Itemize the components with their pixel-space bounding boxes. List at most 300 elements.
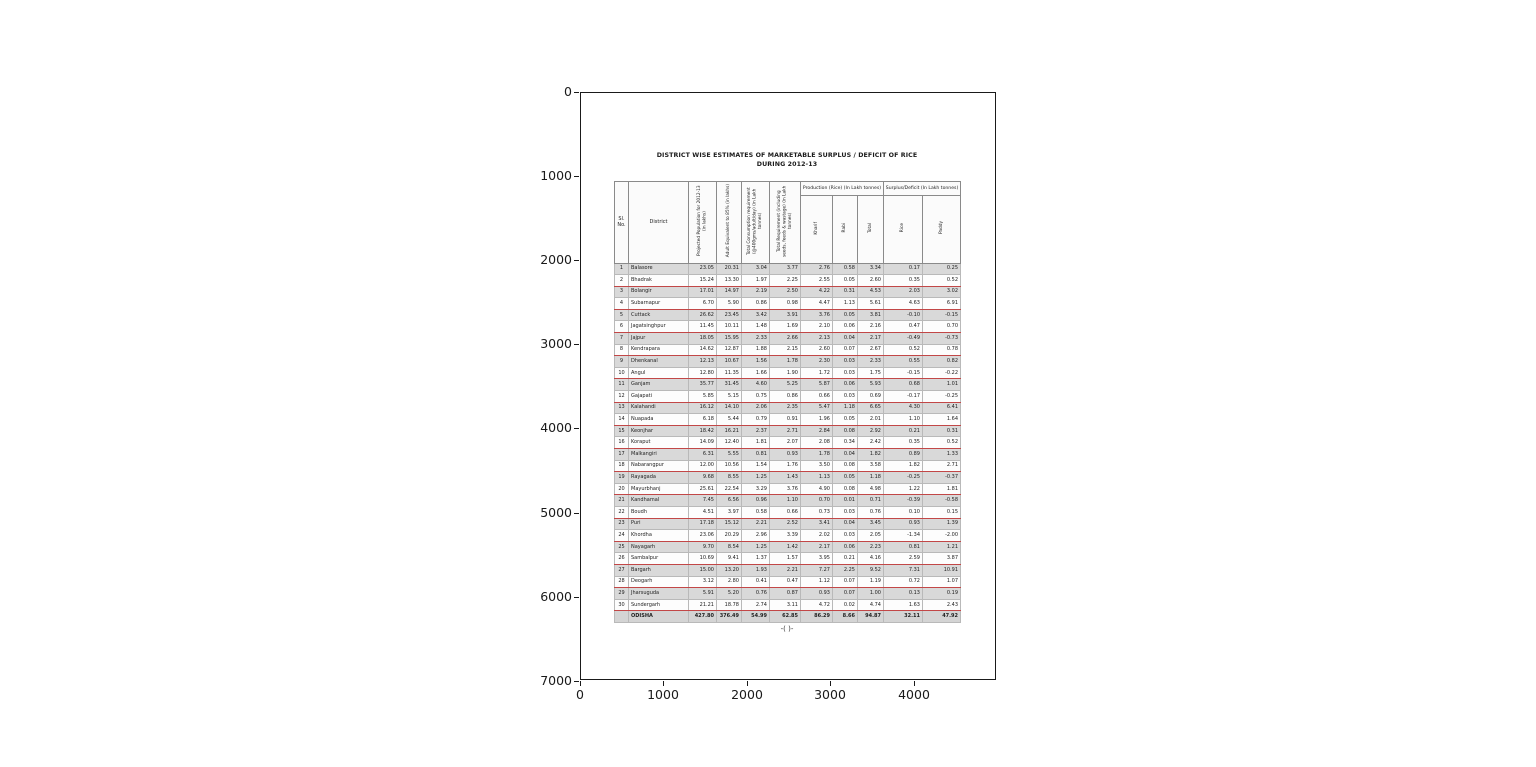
cell-surplus-rice: -0.10: [884, 309, 923, 321]
cell-consumption: 1.56: [742, 356, 770, 368]
total-cell-adult-equiv: 376.49: [717, 611, 742, 623]
table-row: [615, 356, 961, 368]
cell-district: Jagatsinghpur: [629, 321, 689, 333]
cell-kharif: 2.76: [801, 263, 833, 275]
table-row: [615, 530, 961, 542]
cell-adult-equiv: 2.80: [717, 576, 742, 588]
cell-requirement: 3.77: [770, 263, 801, 275]
cell-rabi: 0.01: [833, 495, 858, 507]
cell-rabi: 0.08: [833, 460, 858, 472]
cell-sl-no: 3: [615, 286, 629, 298]
cell-requirement: 2.66: [770, 333, 801, 345]
y-axis-tick-label: 7000: [540, 673, 572, 688]
x-axis-tick-label: 1000: [647, 687, 679, 702]
table-row: [615, 414, 961, 426]
cell-surplus-paddy: 1.81: [923, 483, 961, 495]
cell-district: Gajapati: [629, 391, 689, 403]
cell-population: 12.00: [689, 460, 717, 472]
cell-population: 15.00: [689, 564, 717, 576]
cell-total: 2.17: [858, 333, 884, 345]
cell-adult-equiv: 31.45: [717, 379, 742, 391]
cell-sl-no: 29: [615, 588, 629, 600]
cell-consumption: 3.29: [742, 483, 770, 495]
cell-total: 2.01: [858, 414, 884, 426]
cell-surplus-rice: 0.21: [884, 425, 923, 437]
cell-district: Jajpur: [629, 333, 689, 345]
cell-rabi: 0.07: [833, 588, 858, 600]
cell-requirement: 3.11: [770, 599, 801, 611]
cell-consumption: 4.60: [742, 379, 770, 391]
cell-consumption: 0.79: [742, 414, 770, 426]
cell-total: 0.69: [858, 391, 884, 403]
col-header-total-consumption: Total Consumption requirement (@400gms/adult/day) (in Lakh tonnes): [742, 182, 770, 264]
cell-district: Sundergarh: [629, 599, 689, 611]
y-axis-tick-mark: [574, 513, 579, 514]
cell-rabi: 0.05: [833, 309, 858, 321]
cell-surplus-paddy: -0.37: [923, 472, 961, 484]
cell-total: 2.05: [858, 530, 884, 542]
cell-kharif: 2.10: [801, 321, 833, 333]
cell-total: 2.33: [858, 356, 884, 368]
cell-surplus-rice: -0.17: [884, 391, 923, 403]
cell-surplus-paddy: -0.25: [923, 391, 961, 403]
cell-surplus-paddy: -2.00: [923, 530, 961, 542]
cell-requirement: 2.52: [770, 518, 801, 530]
cell-population: 23.06: [689, 530, 717, 542]
cell-sl-no: 30: [615, 599, 629, 611]
cell-adult-equiv: 20.31: [717, 263, 742, 275]
cell-consumption: 0.58: [742, 506, 770, 518]
cell-kharif: 4.90: [801, 483, 833, 495]
x-axis-tick-mark: [830, 681, 831, 686]
cell-district: Nuapada: [629, 414, 689, 426]
y-axis-tick-label: 3000: [540, 336, 572, 351]
cell-sl-no: 18: [615, 460, 629, 472]
cell-population: 6.31: [689, 449, 717, 461]
cell-requirement: 0.87: [770, 588, 801, 600]
cell-district: Koraput: [629, 437, 689, 449]
table-row: [615, 599, 961, 611]
cell-consumption: 1.97: [742, 275, 770, 287]
x-axis-tick-mark: [747, 681, 748, 686]
y-axis-tick-mark: [574, 344, 579, 345]
cell-consumption: 1.25: [742, 541, 770, 553]
cell-rabi: 0.08: [833, 483, 858, 495]
cell-adult-equiv: 5.44: [717, 414, 742, 426]
table-row: [615, 298, 961, 310]
table-row: [615, 333, 961, 345]
cell-surplus-paddy: 0.78: [923, 344, 961, 356]
cell-sl-no: 8: [615, 344, 629, 356]
cell-district: Kendrapara: [629, 344, 689, 356]
cell-requirement: 0.66: [770, 506, 801, 518]
cell-total: 4.16: [858, 553, 884, 565]
cell-population: 17.18: [689, 518, 717, 530]
cell-district: Mayurbhanj: [629, 483, 689, 495]
total-cell-consumption: 54.99: [742, 611, 770, 623]
cell-kharif: 3.95: [801, 553, 833, 565]
cell-district: Kandhamal: [629, 495, 689, 507]
cell-sl-no: 15: [615, 425, 629, 437]
cell-adult-equiv: 5.20: [717, 588, 742, 600]
total-cell-population: 427.80: [689, 611, 717, 623]
total-cell-rabi: 8.66: [833, 611, 858, 623]
cell-total: 2.60: [858, 275, 884, 287]
table-row: [615, 379, 961, 391]
cell-kharif: 1.78: [801, 449, 833, 461]
cell-requirement: 1.57: [770, 553, 801, 565]
cell-surplus-paddy: -0.22: [923, 367, 961, 379]
cell-requirement: 1.43: [770, 472, 801, 484]
cell-surplus-rice: 4.63: [884, 298, 923, 310]
cell-surplus-rice: -1.34: [884, 530, 923, 542]
cell-consumption: 2.74: [742, 599, 770, 611]
cell-population: 10.69: [689, 553, 717, 565]
cell-sl-no: 20: [615, 483, 629, 495]
cell-population: 9.70: [689, 541, 717, 553]
cell-surplus-rice: 0.13: [884, 588, 923, 600]
cell-rabi: 0.06: [833, 379, 858, 391]
cell-kharif: 7.27: [801, 564, 833, 576]
cell-sl-no: 11: [615, 379, 629, 391]
cell-sl-no: 21: [615, 495, 629, 507]
cell-rabi: 0.34: [833, 437, 858, 449]
total-cell-total: 94.87: [858, 611, 884, 623]
cell-sl-no: 6: [615, 321, 629, 333]
cell-surplus-paddy: -0.73: [923, 333, 961, 345]
cell-consumption: 1.54: [742, 460, 770, 472]
cell-surplus-rice: 7.31: [884, 564, 923, 576]
y-axis-tick-mark: [574, 260, 579, 261]
cell-surplus-paddy: -0.58: [923, 495, 961, 507]
cell-requirement: 1.42: [770, 541, 801, 553]
document-title-line1: DISTRICT WISE ESTIMATES OF MARKETABLE SURPLUS / DEFICIT OF RICE: [656, 152, 918, 159]
cell-district: Jharsuguda: [629, 588, 689, 600]
total-cell-district: ODISHA: [629, 611, 689, 623]
cell-adult-equiv: 14.10: [717, 402, 742, 414]
cell-surplus-rice: -0.25: [884, 472, 923, 484]
cell-surplus-paddy: 0.19: [923, 588, 961, 600]
cell-population: 18.05: [689, 333, 717, 345]
table-row: [615, 367, 961, 379]
cell-adult-equiv: 5.90: [717, 298, 742, 310]
x-axis-tick-label: 3000: [814, 687, 846, 702]
cell-total: 1.18: [858, 472, 884, 484]
cell-population: 5.91: [689, 588, 717, 600]
cell-rabi: 0.31: [833, 286, 858, 298]
cell-consumption: 1.66: [742, 367, 770, 379]
cell-kharif: 0.70: [801, 495, 833, 507]
cell-rabi: 0.05: [833, 472, 858, 484]
cell-sl-no: 13: [615, 402, 629, 414]
cell-surplus-paddy: 0.52: [923, 437, 961, 449]
cell-surplus-rice: 1.63: [884, 599, 923, 611]
table-row: [615, 391, 961, 403]
total-cell-sl: [615, 611, 629, 623]
cell-total: 0.71: [858, 495, 884, 507]
cell-surplus-paddy: 6.91: [923, 298, 961, 310]
cell-district: Bhadrak: [629, 275, 689, 287]
cell-population: 25.61: [689, 483, 717, 495]
cell-district: Ganjam: [629, 379, 689, 391]
y-axis-tick-label: 5000: [540, 505, 572, 520]
cell-total: 2.23: [858, 541, 884, 553]
cell-rabi: 0.03: [833, 367, 858, 379]
cell-adult-equiv: 15.12: [717, 518, 742, 530]
cell-requirement: 1.78: [770, 356, 801, 368]
cell-surplus-paddy: 3.02: [923, 286, 961, 298]
cell-district: Puri: [629, 518, 689, 530]
col-header-paddy: Paddy: [923, 196, 961, 264]
cell-rabi: 0.04: [833, 518, 858, 530]
total-cell-kharif: 86.29: [801, 611, 833, 623]
y-axis-tick-label: 0: [564, 84, 572, 99]
cell-rabi: 0.04: [833, 333, 858, 345]
table-row: [615, 588, 961, 600]
cell-sl-no: 10: [615, 367, 629, 379]
total-cell-surplus-paddy: 47.92: [923, 611, 961, 623]
cell-kharif: 0.66: [801, 391, 833, 403]
y-axis-tick-mark: [574, 428, 579, 429]
x-axis-tick-mark: [580, 681, 581, 686]
x-axis-tick-mark: [914, 681, 915, 686]
cell-total: 2.16: [858, 321, 884, 333]
cell-adult-equiv: 11.35: [717, 367, 742, 379]
cell-consumption: 2.19: [742, 286, 770, 298]
col-header-rabi: Rabi: [833, 196, 858, 264]
cell-surplus-paddy: 0.15: [923, 506, 961, 518]
cell-sl-no: 2: [615, 275, 629, 287]
cell-adult-equiv: 22.54: [717, 483, 742, 495]
cell-requirement: 1.69: [770, 321, 801, 333]
x-axis-tick-label: 4000: [898, 687, 930, 702]
cell-total: 3.45: [858, 518, 884, 530]
cell-rabi: 0.04: [833, 449, 858, 461]
cell-surplus-paddy: 1.39: [923, 518, 961, 530]
cell-kharif: 1.96: [801, 414, 833, 426]
cell-kharif: 3.41: [801, 518, 833, 530]
table-row: [615, 518, 961, 530]
cell-surplus-rice: 0.55: [884, 356, 923, 368]
cell-sl-no: 23: [615, 518, 629, 530]
cell-rabi: 0.02: [833, 599, 858, 611]
rice-surplus-table: [614, 181, 961, 623]
cell-sl-no: 4: [615, 298, 629, 310]
cell-requirement: 5.25: [770, 379, 801, 391]
cell-total: 3.81: [858, 309, 884, 321]
cell-consumption: 0.41: [742, 576, 770, 588]
table-row: [615, 275, 961, 287]
cell-adult-equiv: 3.97: [717, 506, 742, 518]
cell-adult-equiv: 10.67: [717, 356, 742, 368]
col-header-adult-equivalent: Adult Equivalent to 85% (in lakhs): [717, 182, 742, 264]
cell-surplus-paddy: 0.52: [923, 275, 961, 287]
cell-rabi: 0.21: [833, 553, 858, 565]
cell-kharif: 1.12: [801, 576, 833, 588]
cell-consumption: 0.96: [742, 495, 770, 507]
cell-district: Deogarh: [629, 576, 689, 588]
cell-adult-equiv: 10.56: [717, 460, 742, 472]
cell-kharif: 3.50: [801, 460, 833, 472]
table-row: [615, 437, 961, 449]
table-row: [615, 506, 961, 518]
cell-surplus-paddy: 6.41: [923, 402, 961, 414]
cell-kharif: 1.13: [801, 472, 833, 484]
cell-surplus-paddy: 0.31: [923, 425, 961, 437]
total-row: [615, 611, 961, 623]
cell-adult-equiv: 20.29: [717, 530, 742, 542]
cell-consumption: 2.33: [742, 333, 770, 345]
y-axis-tick-label: 6000: [540, 589, 572, 604]
cell-surplus-rice: 0.93: [884, 518, 923, 530]
cell-rabi: 1.18: [833, 402, 858, 414]
cell-sl-no: 28: [615, 576, 629, 588]
table-row: [615, 576, 961, 588]
cell-consumption: 2.96: [742, 530, 770, 542]
cell-sl-no: 16: [615, 437, 629, 449]
cell-sl-no: 24: [615, 530, 629, 542]
cell-surplus-rice: -0.39: [884, 495, 923, 507]
cell-requirement: 0.93: [770, 449, 801, 461]
table-row: [615, 541, 961, 553]
cell-total: 4.53: [858, 286, 884, 298]
table-row: [615, 263, 961, 275]
cell-consumption: 1.25: [742, 472, 770, 484]
cell-total: 1.00: [858, 588, 884, 600]
cell-surplus-paddy: 0.70: [923, 321, 961, 333]
cell-kharif: 0.93: [801, 588, 833, 600]
cell-population: 9.68: [689, 472, 717, 484]
cell-requirement: 2.71: [770, 425, 801, 437]
cell-surplus-rice: 0.72: [884, 576, 923, 588]
cell-consumption: 1.93: [742, 564, 770, 576]
cell-surplus-rice: -0.49: [884, 333, 923, 345]
cell-consumption: 0.86: [742, 298, 770, 310]
cell-surplus-rice: 0.52: [884, 344, 923, 356]
cell-population: 6.70: [689, 298, 717, 310]
cell-sl-no: 19: [615, 472, 629, 484]
cell-district: Khordha: [629, 530, 689, 542]
cell-requirement: 3.76: [770, 483, 801, 495]
cell-consumption: 2.06: [742, 402, 770, 414]
table-header: [615, 182, 961, 264]
table-row: [615, 472, 961, 484]
cell-rabi: 0.03: [833, 506, 858, 518]
cell-rabi: 2.25: [833, 564, 858, 576]
cell-requirement: 3.39: [770, 530, 801, 542]
cell-adult-equiv: 6.56: [717, 495, 742, 507]
cell-requirement: 1.10: [770, 495, 801, 507]
col-header-rice: Rice: [884, 196, 923, 264]
y-axis-tick-label: 2000: [540, 252, 572, 267]
cell-surplus-rice: 0.35: [884, 275, 923, 287]
table-row: [615, 449, 961, 461]
cell-kharif: 0.73: [801, 506, 833, 518]
col-header-sl-no: Sl. No.: [615, 182, 629, 264]
cell-surplus-rice: 1.82: [884, 460, 923, 472]
cell-district: Kalahandi: [629, 402, 689, 414]
cell-rabi: 0.03: [833, 391, 858, 403]
cell-kharif: 3.76: [801, 309, 833, 321]
cell-rabi: 0.05: [833, 414, 858, 426]
cell-consumption: 2.21: [742, 518, 770, 530]
cell-requirement: 3.91: [770, 309, 801, 321]
cell-total: 2.42: [858, 437, 884, 449]
cell-sl-no: 17: [615, 449, 629, 461]
cell-total: 4.98: [858, 483, 884, 495]
table-row: [615, 402, 961, 414]
cell-requirement: 2.21: [770, 564, 801, 576]
cell-population: 12.80: [689, 367, 717, 379]
cell-kharif: 5.47: [801, 402, 833, 414]
cell-rabi: 0.06: [833, 541, 858, 553]
cell-surplus-paddy: 1.33: [923, 449, 961, 461]
table-row: [615, 483, 961, 495]
col-header-kharif: Kharif: [801, 196, 833, 264]
cell-requirement: 1.90: [770, 367, 801, 379]
cell-sl-no: 9: [615, 356, 629, 368]
cell-population: 16.12: [689, 402, 717, 414]
table-row: [615, 286, 961, 298]
x-axis-tick-mark: [663, 681, 664, 686]
cell-adult-equiv: 9.41: [717, 553, 742, 565]
cell-kharif: 2.02: [801, 530, 833, 542]
cell-adult-equiv: 5.55: [717, 449, 742, 461]
table-row: [615, 309, 961, 321]
col-group-production-rice: Production (Rice) (In Lakh tonnes): [801, 182, 884, 196]
cell-adult-equiv: 14.97: [717, 286, 742, 298]
col-group-surplus-deficit: Surplus/Deficit (In Lakh tonnes): [884, 182, 961, 196]
cell-consumption: 2.37: [742, 425, 770, 437]
cell-kharif: 2.13: [801, 333, 833, 345]
cell-total: 6.65: [858, 402, 884, 414]
document-title: [614, 151, 960, 169]
y-axis-tick-mark: [574, 681, 579, 682]
cell-requirement: 2.07: [770, 437, 801, 449]
cell-total: 1.19: [858, 576, 884, 588]
cell-consumption: 0.81: [742, 449, 770, 461]
y-axis-tick-label: 4000: [540, 420, 572, 435]
cell-consumption: 3.04: [742, 263, 770, 275]
col-header-total: Total: [858, 196, 884, 264]
cell-total: 5.61: [858, 298, 884, 310]
cell-total: 4.74: [858, 599, 884, 611]
cell-total: 2.67: [858, 344, 884, 356]
cell-adult-equiv: 18.78: [717, 599, 742, 611]
cell-sl-no: 14: [615, 414, 629, 426]
cell-kharif: 4.72: [801, 599, 833, 611]
cell-requirement: 2.50: [770, 286, 801, 298]
cell-rabi: 0.06: [833, 321, 858, 333]
table-row: [615, 344, 961, 356]
cell-kharif: 2.17: [801, 541, 833, 553]
cell-population: 5.85: [689, 391, 717, 403]
table-row: [615, 564, 961, 576]
cell-district: Bargarh: [629, 564, 689, 576]
cell-rabi: 0.05: [833, 275, 858, 287]
cell-surplus-paddy: 1.21: [923, 541, 961, 553]
cell-surplus-paddy: 0.25: [923, 263, 961, 275]
cell-surplus-paddy: 2.43: [923, 599, 961, 611]
table-row: [615, 495, 961, 507]
total-cell-surplus-rice: 32.11: [884, 611, 923, 623]
cell-surplus-paddy: 1.64: [923, 414, 961, 426]
cell-population: 11.45: [689, 321, 717, 333]
cell-surplus-rice: 0.47: [884, 321, 923, 333]
table-row: [615, 460, 961, 472]
cell-population: 23.05: [689, 263, 717, 275]
cell-consumption: 0.75: [742, 391, 770, 403]
